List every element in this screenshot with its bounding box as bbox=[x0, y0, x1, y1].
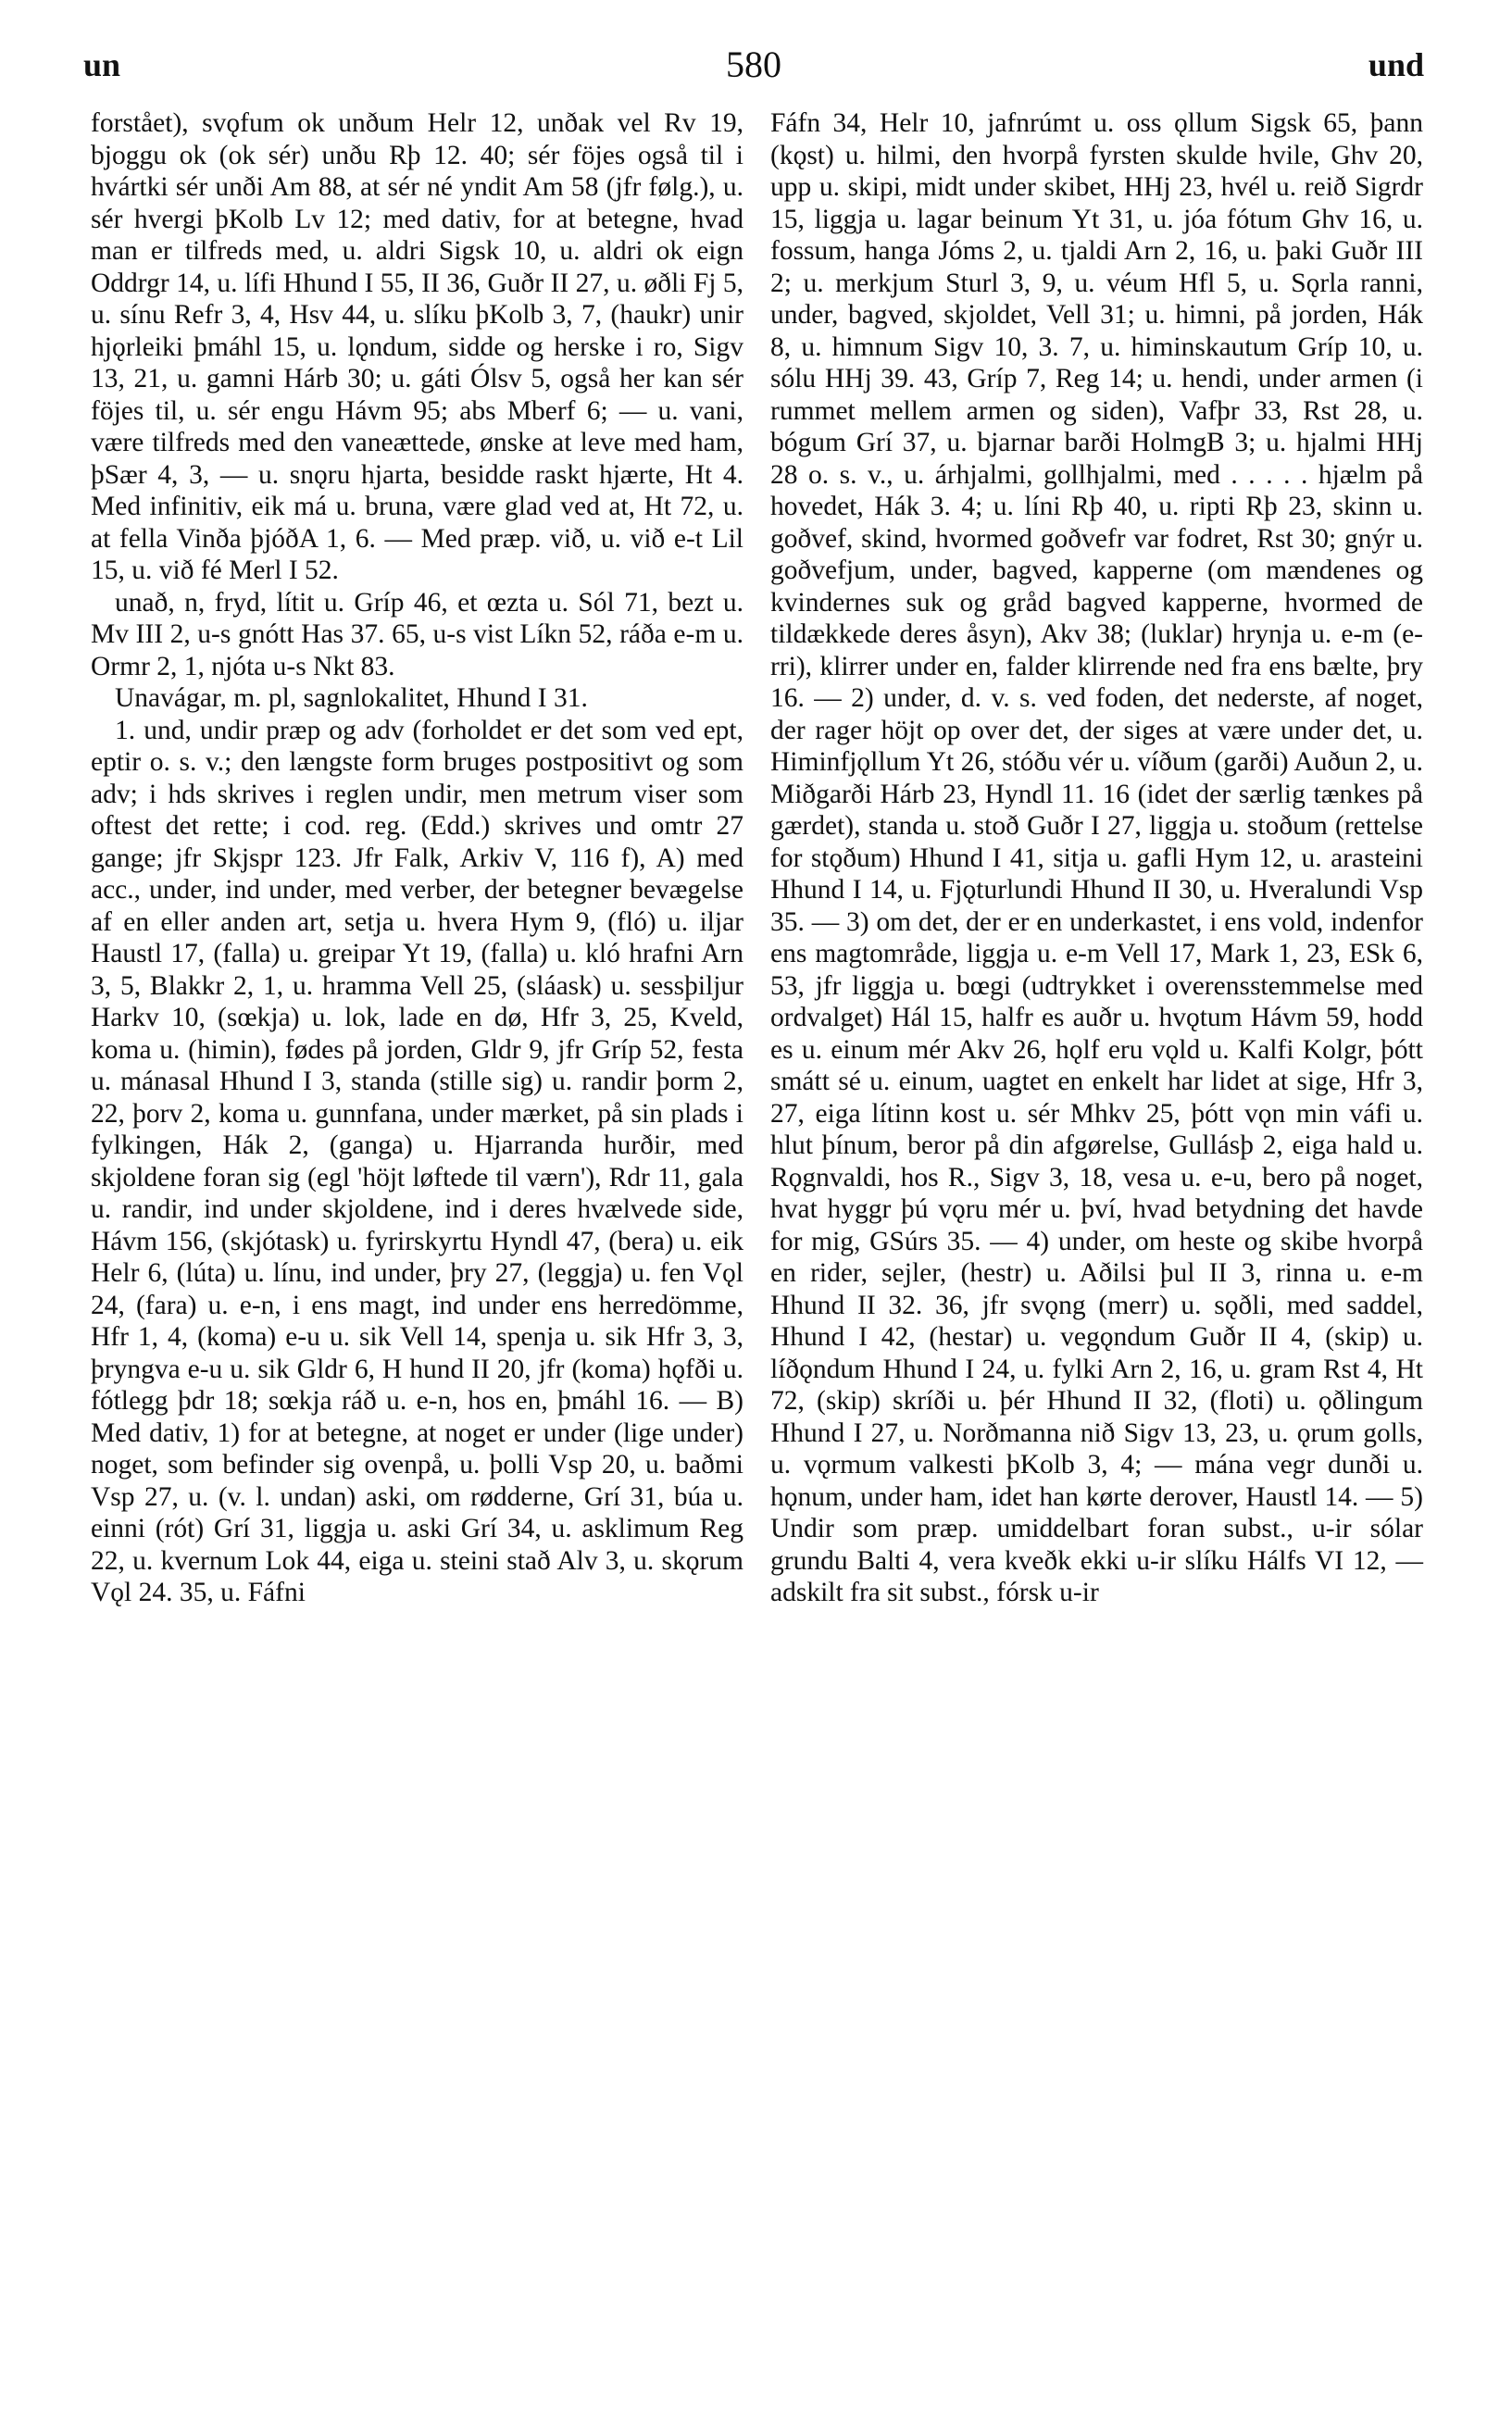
right-running-headword: und bbox=[1368, 46, 1424, 83]
entry-unad: unað, n, fryd, lítit u. Gríp 46, et œzta u. Sól 71, bezt u. Mv III 2, u-s gnótt Has 37. 65, u-s vist Líkn 52, ráða e-m u. Ormr 2, 1, njóta u-s Nkt 83. bbox=[91, 587, 744, 681]
entry-und: 1. und, undir præp og adv (forholdet er det som ved ept, eptir o. s. v.; den længste form bruges postpositivt og som adv; i hds skrives i reglen undir, men metrum viser som oftest det rette; i cod. reg. (Edd.) skrives und omtr 27 gange; jfr Skjspr 123. Jfr Falk, Arkiv V, 116 f), A) med acc., under, ind under, med verber, der betegner bevægelse af en eller anden art, setja u. hvera Hym 9, (fló) u. iljar Haustl 17, (falla) u. greipar Yt 19, (falla) u. kló hrafni Arn 3, 5, Blakkr 2, 1, u. hramma Vell 25, (sláask) u. sessþiljur Harkv 10, (sœkja) u. lok, lade en dø, Hfr 3, 25, Kveld, koma u. (himin), fødes på jorden, Gldr 9, jfr Gríp 52, festa u. mánasal Hhund I 3, standa (stille sig) u. randir þorm 2, 22, þorv 2, koma u. gunnfana, under mærket, på sin plads i fylkingen, Hák 2, (ganga) u. Hjarranda hurðir, med skjoldene foran sig (egl 'höjt løftede til værn'), Rdr 11, gala u. randir, ind under skjoldene, ind i deres hvælvede side, Hávm 156, (skjótask) u. fyrirskyrtu Hyndl 47, (bera) u. eik Helr 6, (lúta) u. línu, ind under, þry 27, (leggja) u. fen Vǫl 24, (fara) u. e-n, i ens magt, ind under ens herredömme, Hfr 1, 4, (koma) e-u u. sik Vell 14, spenja u. sik Hfr 3, 3, þryngva e-u u. sik Gldr 6, H hund II 20, jfr (koma) hǫfði u. fótlegg þdr 18; sœkja ráð u. e-n, hos en, þmáhl 16. — B) Med dativ, 1) for at betegne, at noget er under (lige under) noget, som befinder sig ovenpå, u. þolli Vsp 20, u. baðmi Vsp 27, u. (v. l. undan) aski, om rødderne, Grí 31, búa u. einni (rót) Grí 31, liggja u. aski Grí 34, u. asklimum Reg 22, u. kvernum Lok 44, eiga u. steini stað Alv 3, u. skǫrum Vǫl 24. 35, u. Fáfni bbox=[91, 715, 744, 1607]
left-running-headword: un bbox=[83, 46, 121, 83]
entry-und-continued: Fáfn 34, Helr 10, jafnrúmt u. oss ǫllum Sigsk 65, þann (kǫst) u. hilmi, den hvorpå fyrsten skulde hvile, Ghv 20, upp u. skipi, midt under skibet, HHj 23, hvél u. reið Sigrdr 15, liggja u. lagar beinum Yt 31, u. jóa fótum Ghv 16, u. fossum, hanga Jóms 2, u. tjaldi Arn 2, 16, u. þaki Guðr III 2; u. merkjum Sturl 3, 9, u. véum Hfl 5, u. Sǫrla ranni, under, bagved, skjoldet, Vell 31; u. himni, på jorden, Hák 8, u. himnum Sigv 10, 3. 7, u. himinskautum Gríp 10, u. sólu HHj 39. 43, Gríp 7, Reg 14; u. hendi, under armen (i rummet mellem armen og siden), Vafþr 33, Rst 28, u. bógum Grí 37, u. bjarnar barði HolmgB 3; u. hjalmi HHj 28 o. s. v., u. árhjalmi, gollhjalmi, med . . . . . hjælm på hovedet, Hák 3. 4; u. líni Rþ 40, u. ripti Rþ 23, skinn u. goðvef, skind, hvormed goðvefr var fodret, Rst 30; gnýr u. goðvefjum, under, bagved, kapperne (om mændenes og kvindernes suk og gråd bagved kapperne, hvormed de tildækkede deres åsyn), Akv 38; (luklar) hrynja u. e-m (e-rri), klirrer under en, falder klirrende ned fra ens bælte, þry 16. — 2) under, d. v. s. ved foden, det nederste, af noget, der rager höjt op over det, der siges at være under det, u. Himinfjǫllum Yt 26, stóðu vér u. víðum (garði) Auðun 2, u. Miðgarði Hárb 23, Hyndl 11. 16 (idet der særlig tænkes på gærdet), standa u. stoð Guðr I 27, liggja u. stoðum (rettelse for stǫðum) Hhund I 41, sitja u. gafli Hym 12, u. arasteini Hhund I 14, u. Fjǫturlundi Hhund II 30, u. Hveralundi Vsp 35. — 3) om det, der er en underkastet, i ens vold, indenfor ens magtområde, liggja u. e-m Vell 17, Mark 1, 23, ESk 6, 53, jfr liggja u. bœgi (udtrykket i overensstemmelse med ordvalget) Hál 15, halfr es auðr u. hvǫtum Hávm 59, hodd es u. einum mér Akv 26, hǫlf eru vǫld u. Kalfi Kolgr, þótt smátt sé u. einum, uagtet en enkelt har lidet at sige, Hfr 3, 27, eiga lítinn kost u. sér Mhkv 25, þótt vǫn min váfi u. hlut þínum, beror på din afgørelse, Gullásþ 2, eiga hald u. Rǫgnvaldi, hos R., Sigv 3, 18, vesa u. e-u, bero på noget, hvat hyggr þú vǫru mér u. því, hvad betydning det havde for mig, GSúrs 35. — 4) under, om heste og skibe hvorpå en rider, sejler, (hestr) u. Aðilsi þul II 3, rinna u. e-m Hhund II 32. 36, jfr svǫng (merr) u. sǫðli, med saddel, Hhund I 42, (hestar) u. vegǫndum Guðr II 4, (skip) u. líðǫndum Hhund I 24, u. fylki Arn 2, 16, u. gram Rst 4, Ht 72, (skip) skríði u. þér Hhund II 32, (floti) u. ǫðlingum Hhund I 27, u. Norðmanna nið Sigv 13, 23, u. ǫrum golls, u. vǫrmum valkesti þKolb 3, 4; — mána vegr dunði u. hǫnum, under ham, idet han kørte derover, Haustl 14. — 5) Undir som præp. umiddelbart foran subst., u-ir sólar grundu Balti 4, vera kveðk ekki u-ir slíku Hálfs VI 12, — adskilt fra sit subst., fórsk u-ir bbox=[770, 108, 1423, 1607]
right-column bbox=[770, 107, 1423, 1609]
page-number: 580 bbox=[726, 44, 781, 85]
left-column bbox=[91, 107, 744, 1609]
page-header bbox=[83, 44, 1424, 91]
entry-paragraph: forstået), svǫfum ok unðum Helr 12, unðak vel Rv 19, bjoggu ok (ok sér) unðu Rþ 12. 40; sér föjes også til i hvártki sér unði Am 88, at sér né yndit Am 58 (jfr følg.), u. sér hvergi þKolb Lv 12; med dativ, for at betegne, hvad man er tilfreds med, u. aldri Sigsk 10, u. aldri ok eign Oddrgr 14, u. lífi Hhund I 55, II 36, Guðr II 27, u. øðli Fj 5, u. sínu Refr 3, 4, Hsv 44, u. slíku þKolb 3, 7, (haukr) unir hjǫrleiki þmáhl 15, u. lǫndum, sidde og herske i ro, Sigv 13, 21, u. gamni Hárb 30; u. gáti Ólsv 5, også her kan sér föjes til, u. sér engu Hávm 95; abs Mberf 6; — u. vani, være tilfreds med den vaneættede, ønske at leve med ham, þSær 4, 3, — u. snǫru hjarta, besidde raskt hjærte, Ht 4. Med infinitiv, eik má u. bruna, være glad ved at, Ht 72, u. at fella Vinða þjóðA 1, 6. — Med præp. við, u. við e-t Lil 15, u. við fé Merl I 52. bbox=[91, 108, 744, 585]
entry-unavagar: Unavágar, m. pl, sagnlokalitet, Hhund I 31. bbox=[115, 683, 588, 713]
